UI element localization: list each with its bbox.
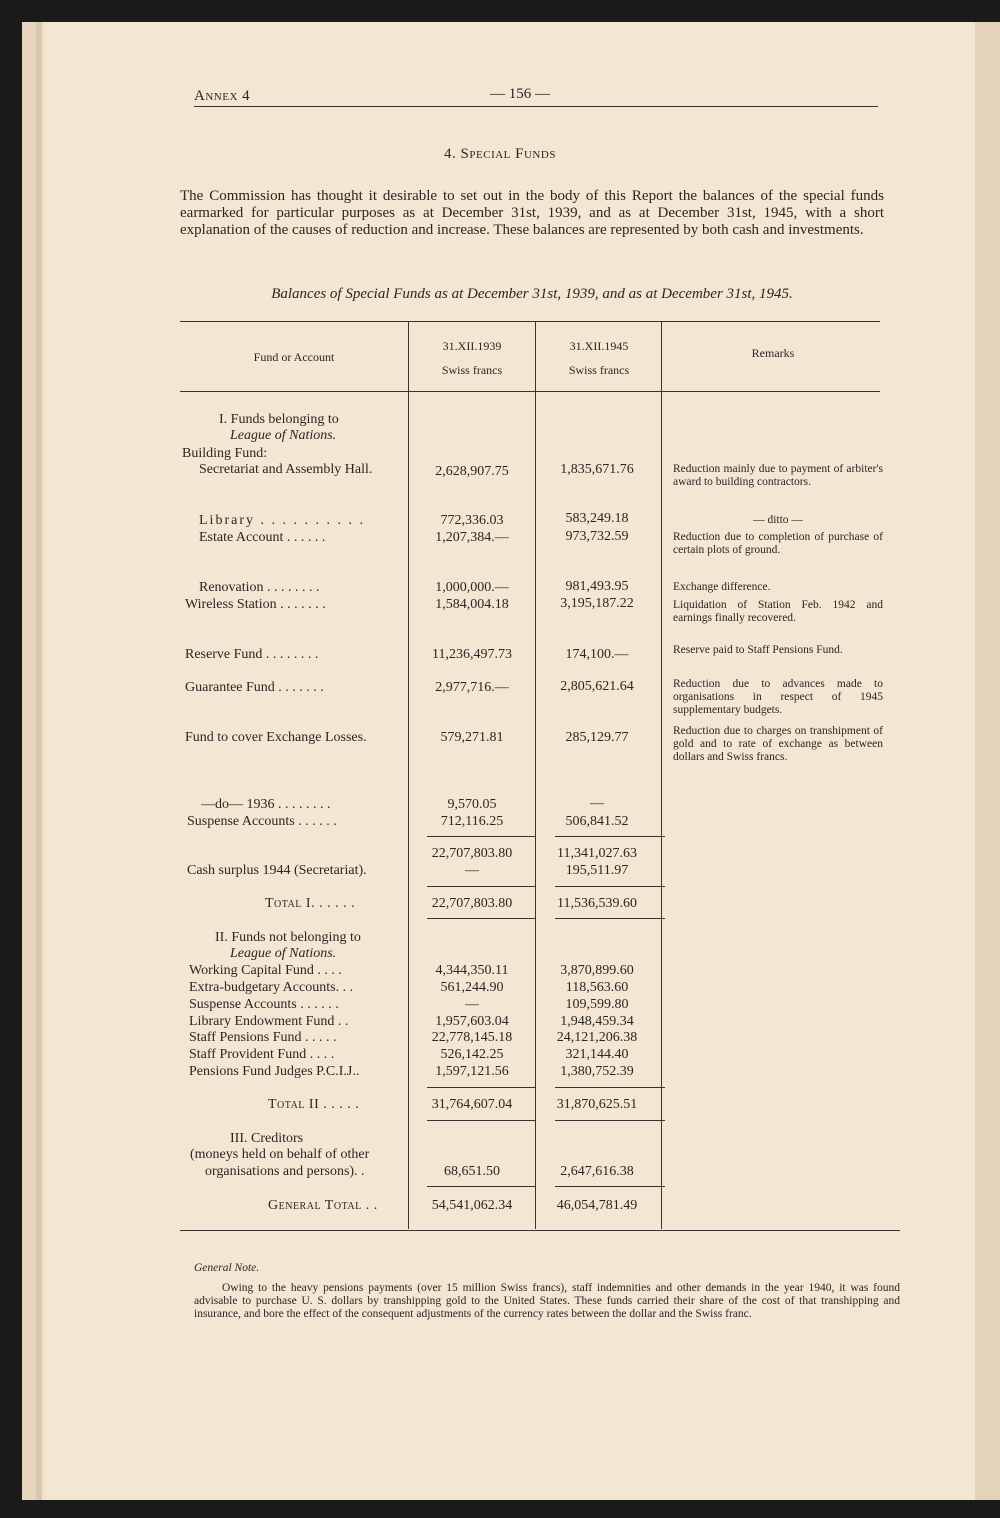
- section-title: 4. Special Funds: [444, 146, 556, 162]
- subtotal-1939: 22,707,803.80: [431, 846, 513, 861]
- value-1945: 174,100.—: [565, 647, 629, 662]
- value-1945: 195,511.97: [565, 863, 629, 878]
- row-label: Secretariat and Assembly Hall.: [199, 462, 373, 477]
- general-total-rule-1: [427, 1186, 535, 1187]
- total1-bottom-rule-1: [427, 918, 535, 919]
- value-1945: 583,249.18: [565, 511, 629, 526]
- creditors-1945: 2,647,616.38: [560, 1164, 634, 1179]
- total2-1939: 31,764,607.04: [431, 1097, 513, 1112]
- value-1945: 506,841.52: [565, 814, 629, 829]
- row-label: Reserve Fund . . . . . . . .: [185, 647, 319, 662]
- value-1945: 285,129.77: [565, 730, 629, 745]
- value-1939: 561,244.90: [440, 980, 504, 995]
- value-1945: 981,493.95: [565, 579, 629, 594]
- table-caption: Balances of Special Funds as at December 31st, 1939, and as at December 31st, 1945.: [271, 286, 793, 302]
- subtotal-1945: 11,341,027.63: [557, 846, 637, 861]
- subtotal-rule-2: [555, 836, 665, 837]
- value-1945: 321,144.40: [565, 1047, 629, 1062]
- value-1945: 1,948,459.34: [560, 1014, 634, 1029]
- total1-1939: 22,707,803.80: [431, 896, 513, 911]
- section2-subheading: League of Nations.: [230, 946, 337, 961]
- section1-subheading: League of Nations.: [230, 428, 337, 443]
- general-note-title: General Note.: [194, 1262, 260, 1274]
- row-label: Extra-budgetary Accounts. . .: [189, 980, 354, 995]
- remark: Reduction due to charges on transhipment of gold and to rate of exchange as between dollars and Swiss francs.: [673, 725, 883, 763]
- general-total-rule-2: [555, 1186, 665, 1187]
- value-1945: 118,563.60: [565, 980, 629, 995]
- row-label: Guarantee Fund . . . . . . .: [185, 680, 324, 695]
- row-label: —do— 1936 . . . . . . . .: [201, 797, 331, 812]
- col-divider-3: [661, 321, 662, 1229]
- section3-line2: (moneys held on behalf of other: [190, 1147, 370, 1162]
- total1-label: Total I. . . . . .: [265, 896, 356, 911]
- value-1945: 24,121,206.38: [556, 1030, 638, 1045]
- header-col1-date: 31.XII.1939: [442, 339, 502, 353]
- value-1939: 1,000,000.—: [435, 580, 509, 595]
- value-1939: 1,957,603.04: [435, 1014, 509, 1029]
- row-label: Staff Provident Fund . . . .: [189, 1047, 335, 1062]
- remark: Reduction due to completion of purchase of certain plots of ground.: [673, 531, 883, 556]
- row-label: Library . . . . . . . . . .: [199, 513, 365, 528]
- total2-bottom-rule-2: [555, 1120, 665, 1121]
- value-1939: 4,344,350.11: [435, 963, 509, 978]
- section1-heading: I. Funds belonging to: [219, 412, 339, 427]
- header-remarks: Remarks: [751, 346, 795, 360]
- row-label: Library Endowment Fund . .: [189, 1014, 349, 1029]
- general-total-label: General Total . .: [268, 1198, 378, 1213]
- section3-heading: III. Creditors: [230, 1131, 304, 1146]
- row-label: Working Capital Fund . . . .: [189, 963, 342, 978]
- value-1945: 1,380,752.39: [560, 1064, 634, 1079]
- value-1939: 712,116.25: [440, 814, 504, 829]
- value-1945: 3,870,899.60: [560, 963, 634, 978]
- header-col1-unit: Swiss francs: [441, 363, 503, 377]
- general-total-1945: 46,054,781.49: [556, 1198, 638, 1213]
- creditors-1939: 68,651.50: [444, 1164, 500, 1179]
- total2-1945: 31,870,625.51: [556, 1097, 638, 1112]
- value-1939: 2,977,716.—: [435, 680, 509, 695]
- value-1939: 526,142.25: [440, 1047, 504, 1062]
- value-1939: 579,271.81: [440, 730, 504, 745]
- value-1939: 11,236,497.73: [432, 647, 512, 662]
- value-1939: 1,207,384.—: [435, 530, 509, 545]
- next-page-edge: [975, 22, 1000, 1500]
- header-fund: Fund or Account: [253, 350, 335, 364]
- col-divider-2: [535, 321, 536, 1229]
- value-1939: 9,570.05: [447, 797, 497, 812]
- row-label: Pensions Fund Judges P.C.I.J..: [189, 1064, 360, 1079]
- value-1945: 3,195,187.22: [560, 596, 634, 611]
- remark: — ditto —: [753, 514, 803, 526]
- value-1939: 2,628,907.75: [435, 464, 509, 479]
- value-1945: 1,835,671.76: [560, 462, 634, 477]
- value-1945: 109,599.80: [565, 997, 629, 1012]
- section2-heading: II. Funds not belonging to: [215, 930, 361, 945]
- remark: Exchange difference.: [673, 581, 771, 593]
- total2-bottom-rule-1: [427, 1120, 535, 1121]
- value-1939: —: [465, 997, 479, 1012]
- annex-label: Annex 4: [194, 88, 251, 104]
- section3-line3: organisations and persons). .: [205, 1164, 365, 1179]
- value-1945: 973,732.59: [565, 529, 629, 544]
- row-label: Wireless Station . . . . . . .: [185, 597, 326, 612]
- header-col2-date: 31.XII.1945: [569, 339, 629, 353]
- general-total-1939: 54,541,062.34: [431, 1198, 513, 1213]
- row-label: Suspense Accounts . . . . . .: [187, 814, 337, 829]
- table-bottom-rule: [180, 1230, 900, 1231]
- general-note-text: Owing to the heavy pensions payments (over 15 million Swiss francs), staff indemnities and other demands in the year 1940, it was found advisable to purchase U. S. dollars by transhipping gold to the United States. These funds carried their share of the cost of that transhipping and insurance, and bore the effect of the consequent adjustments of the currency rates between the dollar and the Swiss franc.: [194, 1282, 900, 1320]
- total2-label: Total II . . . . .: [268, 1097, 360, 1112]
- total2-rule-2: [555, 1087, 665, 1088]
- row-label: Fund to cover Exchange Losses.: [185, 730, 367, 745]
- building-fund-label: Building Fund:: [182, 446, 268, 461]
- row-label: Estate Account . . . . . .: [199, 530, 326, 545]
- remark: Reduction mainly due to payment of arbiter's award to building contractors.: [673, 463, 883, 488]
- col-divider-1: [408, 321, 409, 1229]
- value-1939: —: [465, 863, 479, 878]
- remark: Reserve paid to Staff Pensions Fund.: [673, 644, 843, 656]
- value-1939: 1,597,121.56: [435, 1064, 509, 1079]
- table-top-rule: [180, 321, 880, 322]
- remark: Reduction due to advances made to organisations in respect of 1945 supplementary budgets.: [673, 678, 883, 716]
- subtotal-rule-1: [427, 836, 535, 837]
- total2-rule-1: [427, 1087, 535, 1088]
- header-bottom-rule: [180, 391, 880, 392]
- total1-rule-2: [555, 886, 665, 887]
- page-number: — 156 —: [490, 86, 550, 102]
- value-1939: 22,778,145.18: [431, 1030, 513, 1045]
- total1-bottom-rule-2: [555, 918, 665, 919]
- header-col2-unit: Swiss francs: [568, 363, 630, 377]
- row-label: Renovation . . . . . . . .: [199, 580, 320, 595]
- row-label: Staff Pensions Fund . . . . .: [189, 1030, 337, 1045]
- row-label: Cash surplus 1944 (Secretariat).: [187, 863, 367, 878]
- value-1939: 772,336.03: [440, 513, 504, 528]
- value-1939: 1,584,004.18: [435, 597, 509, 612]
- total1-rule-1: [427, 886, 535, 887]
- remark: Liquidation of Station Feb. 1942 and earnings finally recovered.: [673, 599, 883, 624]
- row-label: Suspense Accounts . . . . . .: [189, 997, 339, 1012]
- value-1945: —: [590, 796, 604, 811]
- running-head: [194, 86, 878, 107]
- total1-1945: 11,536,539.60: [557, 896, 637, 911]
- value-1945: 2,805,621.64: [560, 679, 634, 694]
- intro-paragraph: The Commission has thought it desirable to set out in the body of this Report the balances of the special funds earmarked for particular purposes as at December 31st, 1939, and as at December 31st, 1945, with a short explanation of the causes of reduction and increase. These balances are represented by both cash and investments.: [180, 188, 884, 238]
